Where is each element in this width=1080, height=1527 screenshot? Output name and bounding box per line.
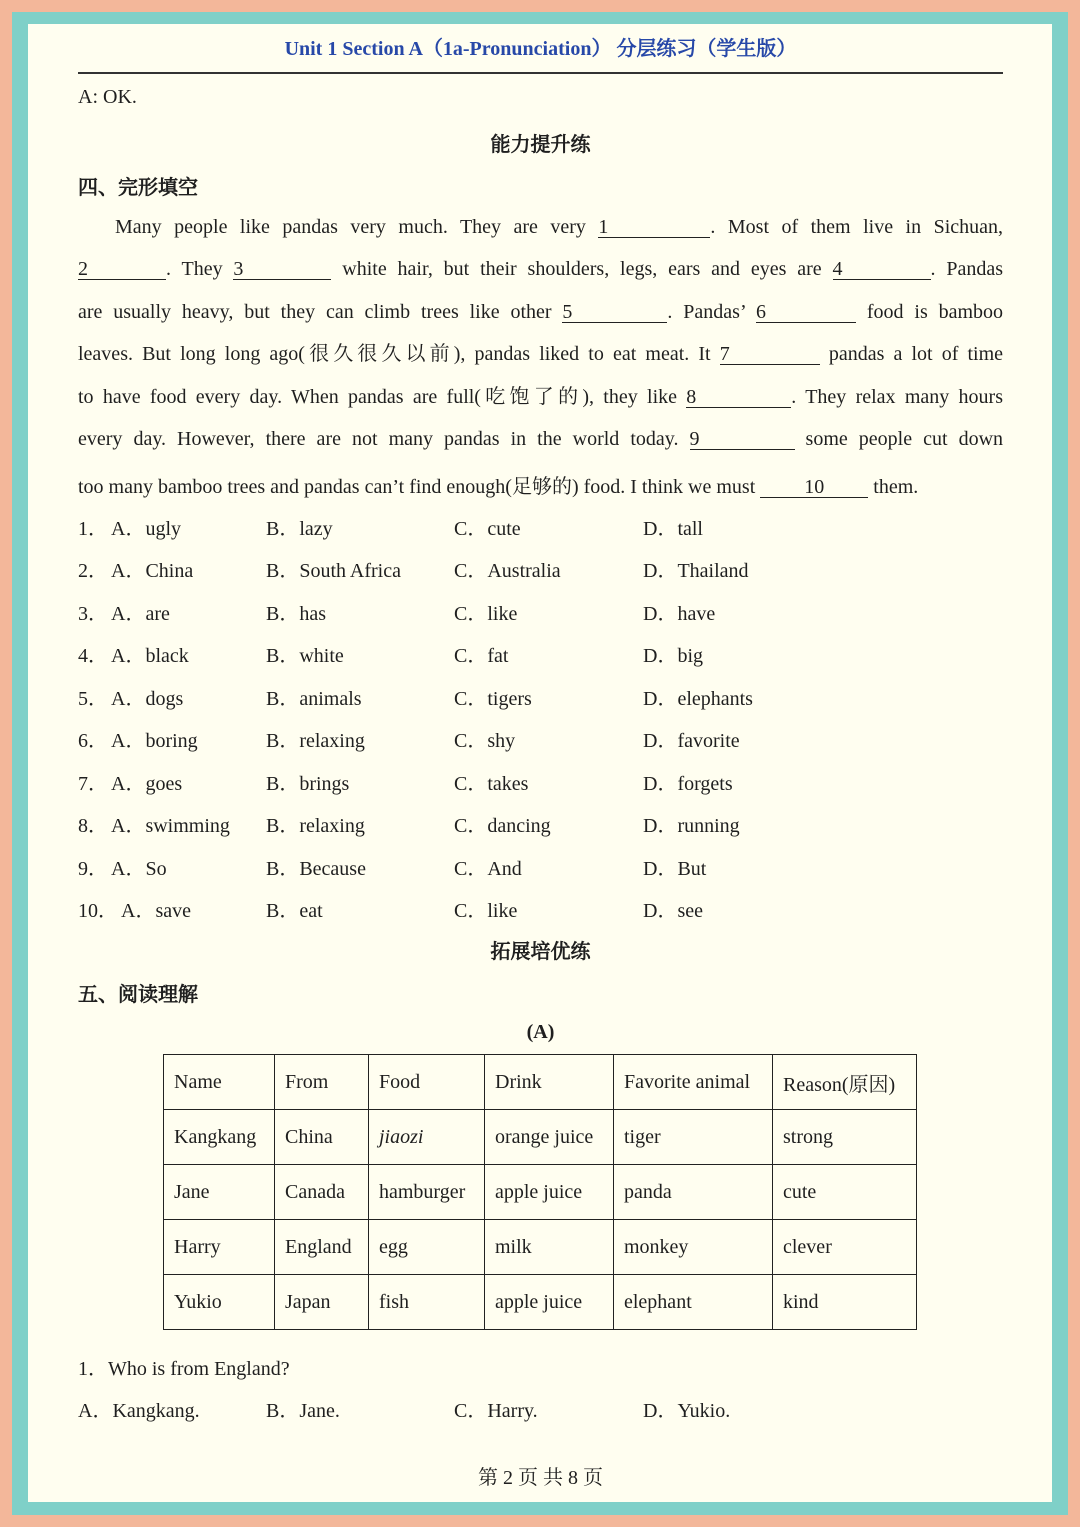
table-cell: tiger: [614, 1110, 773, 1165]
info-table: [163, 1054, 917, 1330]
table-header-row: [164, 1055, 917, 1110]
passage-line-1: Many people like pandas very much. They are very 1 . Most of them live in Sichuan,: [115, 216, 1004, 238]
blank-6: 6: [756, 302, 856, 323]
passage-line-5: to have food every day. When pandas are full(吃饱了的), they like 8 . They relax many hours: [78, 386, 1003, 408]
table-header: Reason(原因): [773, 1055, 917, 1110]
table-cell: Canada: [275, 1165, 369, 1220]
table-header: Name: [164, 1055, 275, 1110]
option-row-3: 3． A．are B．has C．like D．have: [78, 603, 716, 625]
option-row-10: 10． A．save B．eat C．like D．see: [78, 900, 703, 922]
header-title: Unit 1 Section A（1a-Pronunciation） 分层练习（学生版）: [284, 38, 797, 60]
section-heading-extend: 拓展培优练: [490, 941, 591, 963]
blank-7: 7: [720, 344, 820, 365]
blank-2: 2: [78, 259, 166, 280]
section-heading-ability: 能力提升练: [490, 134, 591, 156]
passage-a-label: (A): [526, 1021, 555, 1043]
blank-3: 3: [233, 259, 331, 280]
table-cell: elephant: [614, 1275, 773, 1330]
table-cell: clever: [773, 1220, 917, 1275]
document-page: [28, 24, 1052, 1502]
option-row-5: 5． A．dogs B．animals C．tigers D．elephants: [78, 688, 753, 710]
question-1-options: A．Kangkang. B．Jane. C．Harry. D．Yukio.: [78, 1400, 731, 1422]
passage-line-2: 2 . They 3 white hair, but their shoulders, legs, ears and eyes are 4 . Pandas: [78, 258, 1003, 280]
table-cell: Yukio: [164, 1275, 275, 1330]
table-header: Favorite animal: [614, 1055, 773, 1110]
table-header: Drink: [485, 1055, 614, 1110]
passage-line-7: too many bamboo trees and pandas can’t find enough(足够的) food. I think we must 10 them.: [78, 476, 919, 498]
option-row-1: 1． A．ugly B．lazy C．cute D．tall: [78, 518, 703, 540]
table-cell: monkey: [614, 1220, 773, 1275]
table-row: [164, 1110, 917, 1165]
dialogue-line: A: OK.: [78, 86, 137, 108]
table-cell: Harry: [164, 1220, 275, 1275]
section-four-title: 四、完形填空: [78, 177, 198, 199]
table-cell: fish: [369, 1275, 485, 1330]
table-row: [164, 1275, 917, 1330]
passage-line-6: every day. However, there are not many pandas in the world today. 9 some people cut down: [78, 428, 1004, 450]
table-row: [164, 1220, 917, 1275]
table-cell: hamburger: [369, 1165, 485, 1220]
table-cell: panda: [614, 1165, 773, 1220]
blank-5: 5: [562, 302, 667, 323]
table-cell: cute: [773, 1165, 917, 1220]
table-cell: strong: [773, 1110, 917, 1165]
table-cell: milk: [485, 1220, 614, 1275]
table-row: [164, 1165, 917, 1220]
blank-10: 10: [760, 477, 868, 498]
option-row-2: 2． A．China B．South Africa C．Australia D．Thailand: [78, 560, 749, 582]
option-row-6: 6． A．boring B．relaxing C．shy D．favorite: [78, 730, 740, 752]
table-cell: Kangkang: [164, 1110, 275, 1165]
option-row-9: 9． A．So B．Because C．And D．But: [78, 858, 707, 880]
table-cell: China: [275, 1110, 369, 1165]
table-cell: kind: [773, 1275, 917, 1330]
option-row-8: 8． A．swimming B．relaxing C．dancing D．running: [78, 815, 740, 837]
passage-line-3: are usually heavy, but they can climb trees like other 5 . Pandas’ 6 food is bamboo: [78, 301, 1004, 323]
page-footer: 第 2 页 共 8 页: [478, 1467, 603, 1489]
option-row-7: 7． A．goes B．brings C．takes D．forgets: [78, 773, 733, 795]
table-cell: Jane: [164, 1165, 275, 1220]
table-cell: apple juice: [485, 1165, 614, 1220]
table-cell: orange juice: [485, 1110, 614, 1165]
table-cell: egg: [369, 1220, 485, 1275]
table-cell: jiaozi: [369, 1110, 485, 1165]
table-cell: Japan: [275, 1275, 369, 1330]
table-cell: England: [275, 1220, 369, 1275]
option-row-4: 4． A．black B．white C．fat D．big: [78, 645, 703, 667]
blank-8: 8: [686, 387, 791, 408]
passage-line-4: leaves. But long long ago(很久很久以前), pandas liked to eat meat. It 7 pandas a lot of time: [78, 343, 1004, 365]
section-five-title: 五、阅读理解: [78, 984, 198, 1006]
table-cell: apple juice: [485, 1275, 614, 1330]
header-divider: [78, 72, 1003, 74]
table-header: From: [275, 1055, 369, 1110]
blank-9: 9: [690, 429, 795, 450]
blank-4: 4: [833, 259, 931, 280]
table-header: Food: [369, 1055, 485, 1110]
blank-1: 1: [598, 217, 710, 238]
question-1: 1．Who is from England?: [78, 1358, 290, 1380]
